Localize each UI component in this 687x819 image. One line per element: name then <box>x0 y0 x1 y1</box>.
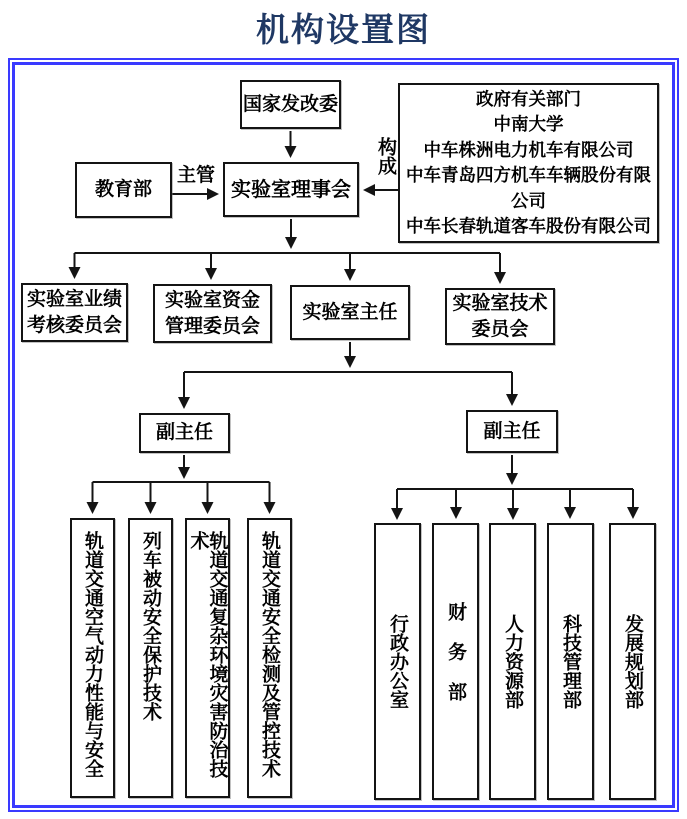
member-unit: 中南大学 <box>493 114 564 134</box>
node-dept-passive-safety: 列车被动安全保护技术 <box>128 518 173 798</box>
node-lab-director: 实验室主任 <box>290 285 410 340</box>
node-deputy-director-left: 副主任 <box>139 413 230 453</box>
node-member-units <box>398 83 659 243</box>
member-unit: 中车株洲电力机车有限公司 <box>423 139 634 160</box>
node-dept-admin-office: 行政办公室 <box>374 523 421 800</box>
member-unit: 中车青岛四方机车车辆股份有限公司 <box>406 165 651 211</box>
member-unit: 中车长春轨道客车股份有限公司 <box>406 216 651 236</box>
member-unit: 政府有关部门 <box>476 88 581 109</box>
member-units-list <box>402 87 655 240</box>
node-dept-finance: 财务部 <box>432 523 479 800</box>
node-dept-sci-tech-management: 科技管理部 <box>547 523 594 800</box>
node-lab-council: 实验室理事会 <box>223 162 359 217</box>
edge-label-supervise: 主管 <box>177 165 216 186</box>
node-dept-disaster-prevention: 轨道交通复杂环境灾害防治技术 <box>185 518 230 798</box>
node-dept-human-resources: 人力资源部 <box>489 523 536 800</box>
node-ndrc: 国家发改委 <box>240 80 341 129</box>
node-fund-committee: 实验室资金管理委员会 <box>153 284 272 343</box>
page-title: 机构设置图 <box>256 11 431 48</box>
node-dept-safety-monitoring: 轨道交通安全检测及管控技术 <box>247 518 292 798</box>
edge-label-compose: 构成 <box>375 137 396 175</box>
node-dept-aerodynamics: 轨道交通空气动力性能与安全 <box>70 518 115 798</box>
node-tech-committee: 实验室技术委员会 <box>445 288 555 345</box>
node-ministry-of-education: 教育部 <box>75 162 172 218</box>
node-dept-development-planning: 发展规划部 <box>609 523 656 800</box>
node-performance-committee: 实验室业绩考核委员会 <box>21 283 128 342</box>
node-deputy-director-right: 副主任 <box>466 410 558 453</box>
